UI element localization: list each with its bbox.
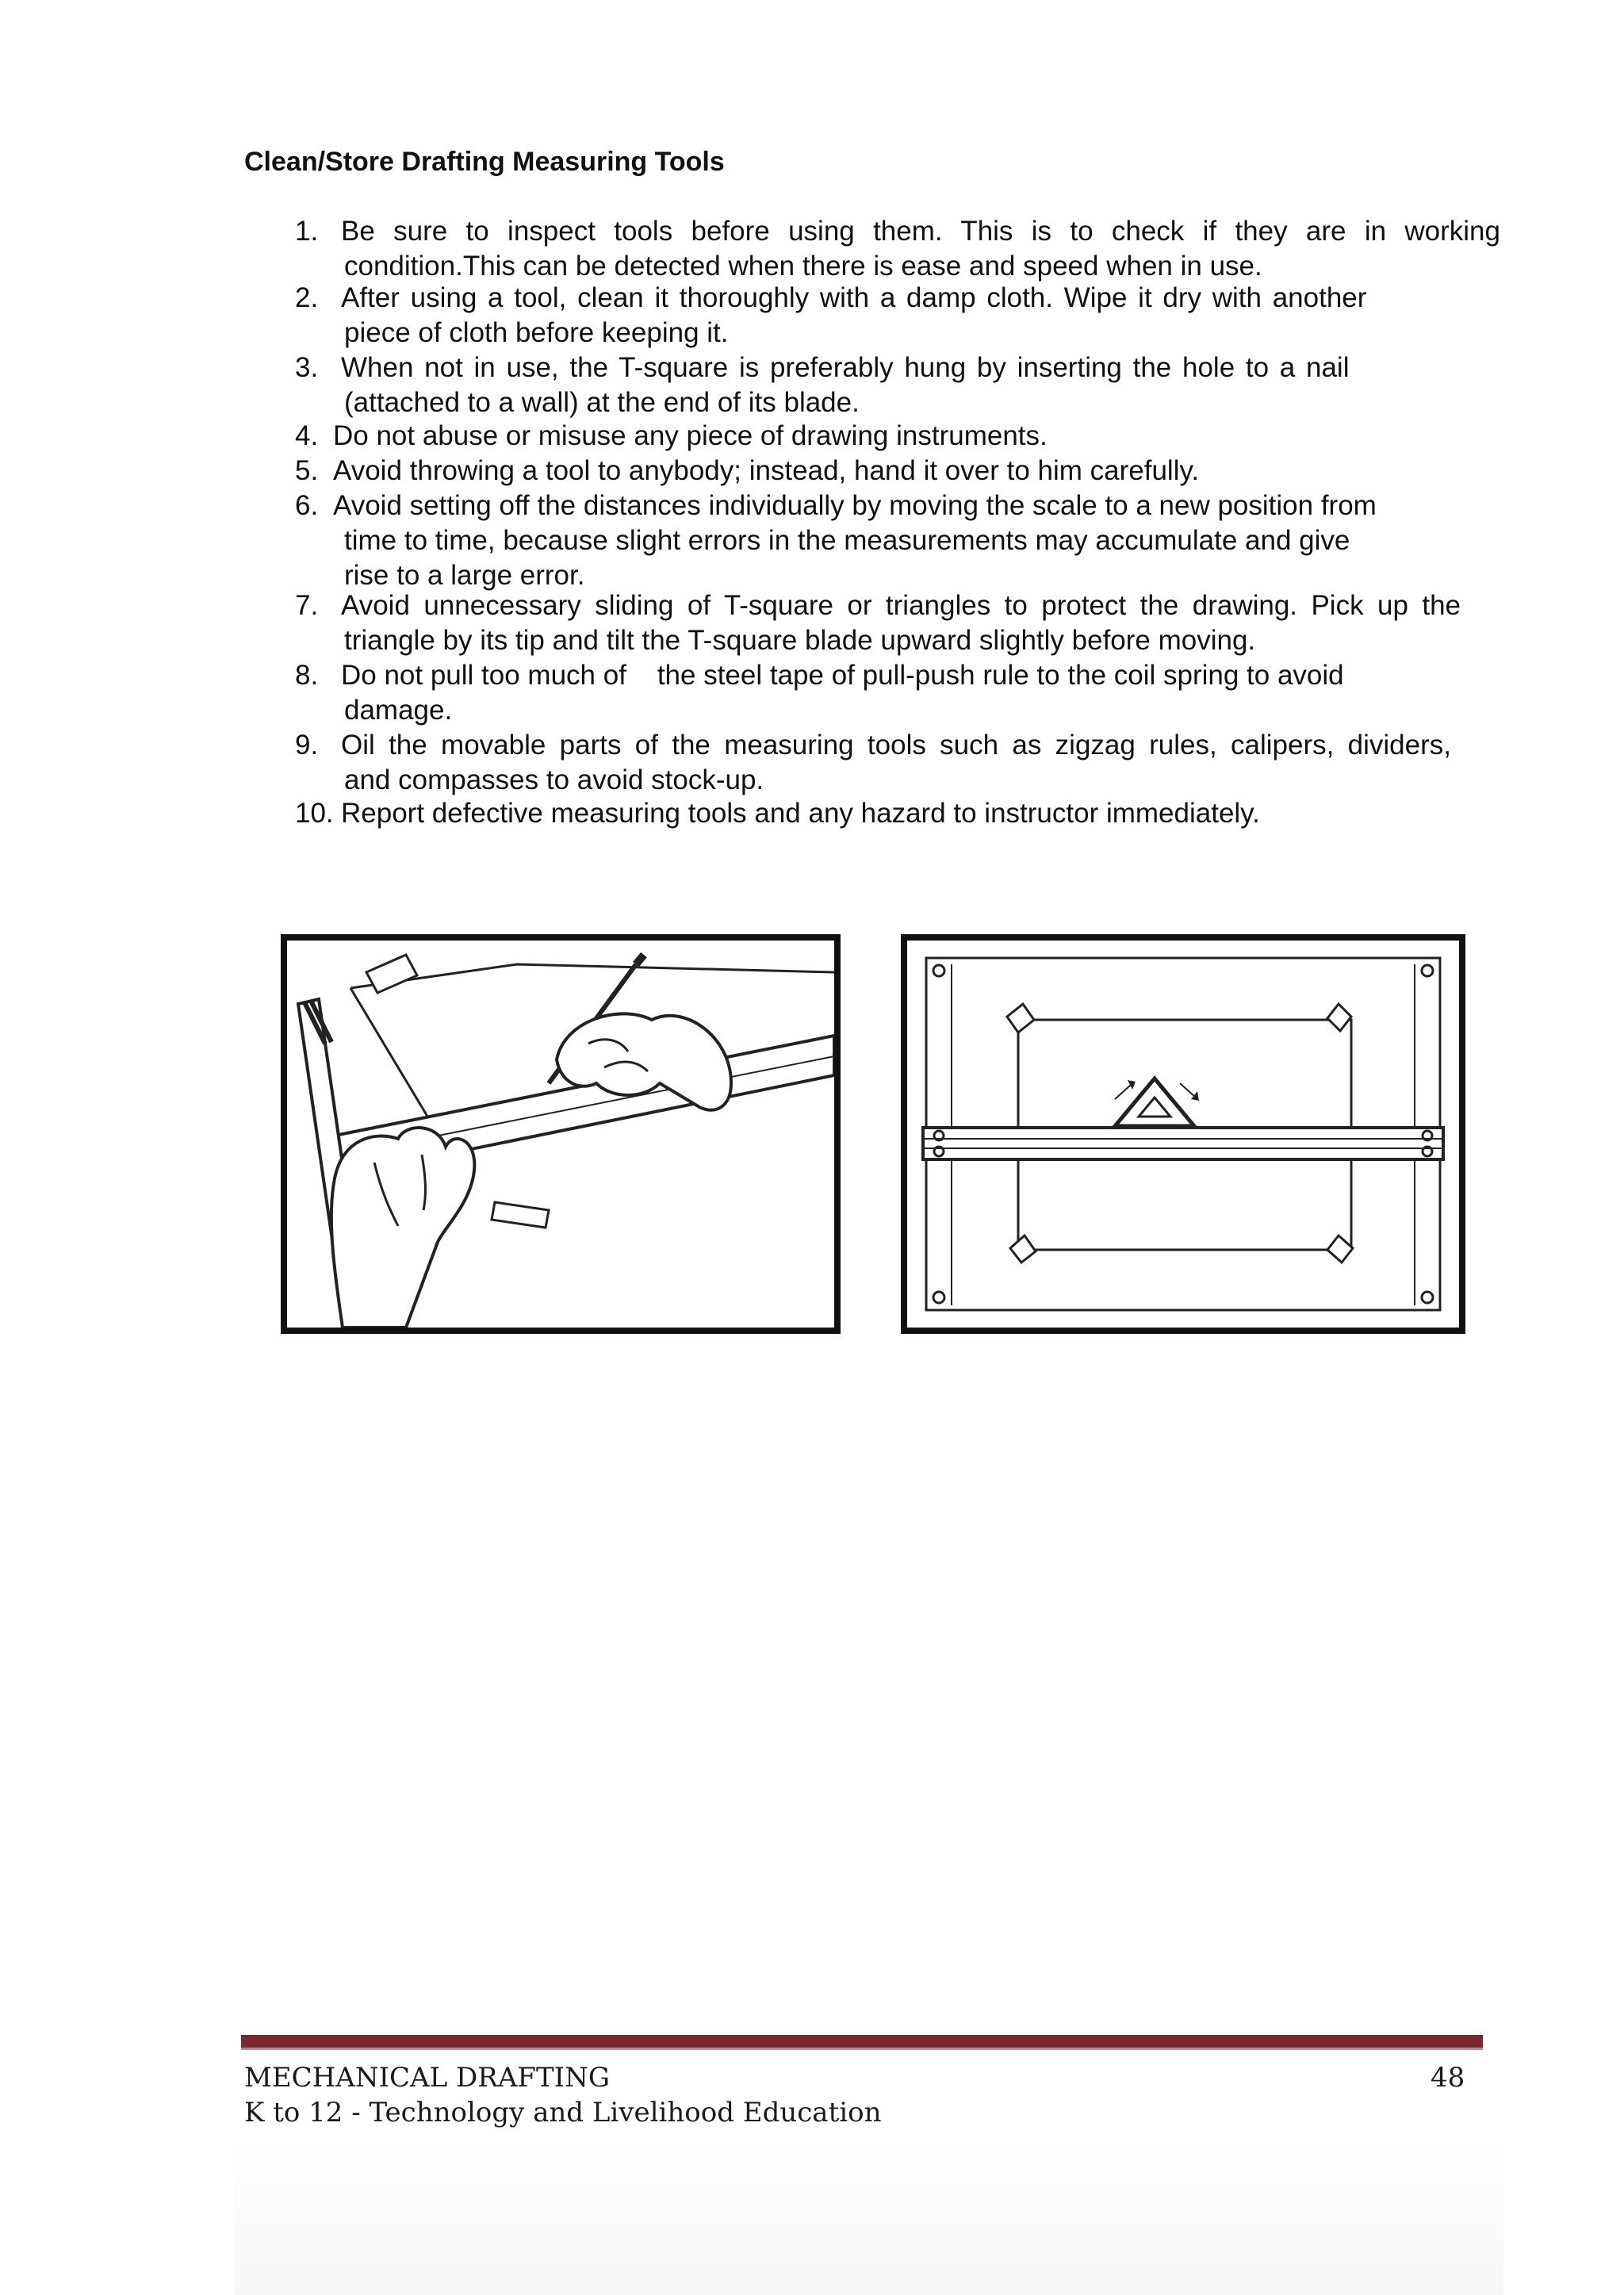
item-text-line: Avoid throwing a tool to anybody; instead, hand it over to him carefully.: [333, 455, 1200, 486]
item-text-line: condition.This can be detected when there is ease and speed when in use.: [344, 251, 1262, 282]
footer-rule: [241, 2035, 1483, 2050]
section-title: Clean/Store Drafting Measuring Tools: [244, 147, 725, 177]
item-text-line: Be sure to inspect tools before using them. This is to check if they are in working: [341, 216, 1500, 247]
item-number: 6.: [295, 490, 319, 521]
list-item: [295, 658, 1500, 728]
item-text-line: Do not pull too much of the steel tape of pull-push rule to the coil spring to avoid: [341, 660, 1344, 691]
item-text-line: Avoid unnecessary sliding of T-square or triangles to protect the drawing. Pick up the: [341, 590, 1461, 621]
item-number: 7.: [295, 590, 319, 621]
list-item: [295, 796, 1500, 831]
item-text-line: rise to a large error.: [344, 560, 585, 591]
item-text-line: time to time, because slight errors in the measurements may accumulate and give: [344, 525, 1350, 556]
footer-subtitle: K to 12 - Technology and Livelihood Education: [244, 2097, 882, 2128]
item-number: 5.: [295, 455, 319, 486]
item-number: 4.: [295, 420, 319, 451]
item-text-line: When not in use, the T-square is preferably hung by inserting the hole to a nail: [341, 352, 1350, 383]
list-item: [295, 588, 1500, 658]
tsquare-hands-drawing: [287, 941, 834, 1328]
scan-shadow: [235, 2136, 1503, 2295]
item-text-line: piece of cloth before keeping it.: [344, 317, 729, 348]
list-item: [295, 454, 1500, 489]
item-number: 1.: [295, 216, 319, 247]
item-text-line: Do not abuse or misuse any piece of drawing instruments.: [333, 420, 1048, 451]
list-item: [295, 351, 1500, 420]
tsquare-hands-illustration: [281, 934, 841, 1334]
item-text-line: triangle by its tip and tilt the T-square blade upward slightly before moving.: [344, 625, 1256, 656]
footer-title: MECHANICAL DRAFTING: [244, 2062, 611, 2094]
item-text-line: (attached to a wall) at the end of its blade.: [344, 387, 860, 418]
item-number: 10.: [295, 798, 334, 829]
item-number: 9.: [295, 730, 319, 761]
item-text-line: After using a tool, clean it thoroughly with a damp cloth. Wipe it dry with another: [341, 282, 1367, 313]
item-text-line: damage.: [344, 695, 453, 726]
list-item: [295, 214, 1500, 284]
list-item: [295, 489, 1500, 593]
item-text-line: Oil the movable parts of the measuring tools such as zigzag rules, calipers, dividers,: [341, 730, 1451, 761]
item-number: 2.: [295, 282, 319, 313]
list-item: [295, 419, 1500, 454]
item-text-line: Avoid setting off the distances individually by moving the scale to a new position from: [333, 490, 1377, 521]
drafting-board-top-view-illustration: [901, 934, 1465, 1334]
item-number: 3.: [295, 352, 319, 383]
list-item: [295, 281, 1500, 351]
item-number: 8.: [295, 660, 319, 691]
item-text-line: Report defective measuring tools and any hazard to instructor immediately.: [341, 798, 1260, 829]
list-item: [295, 728, 1500, 798]
item-text-line: and compasses to avoid stock-up.: [344, 764, 764, 795]
drafting-board-drawing: [907, 941, 1459, 1328]
page-number: 48: [1431, 2062, 1465, 2094]
